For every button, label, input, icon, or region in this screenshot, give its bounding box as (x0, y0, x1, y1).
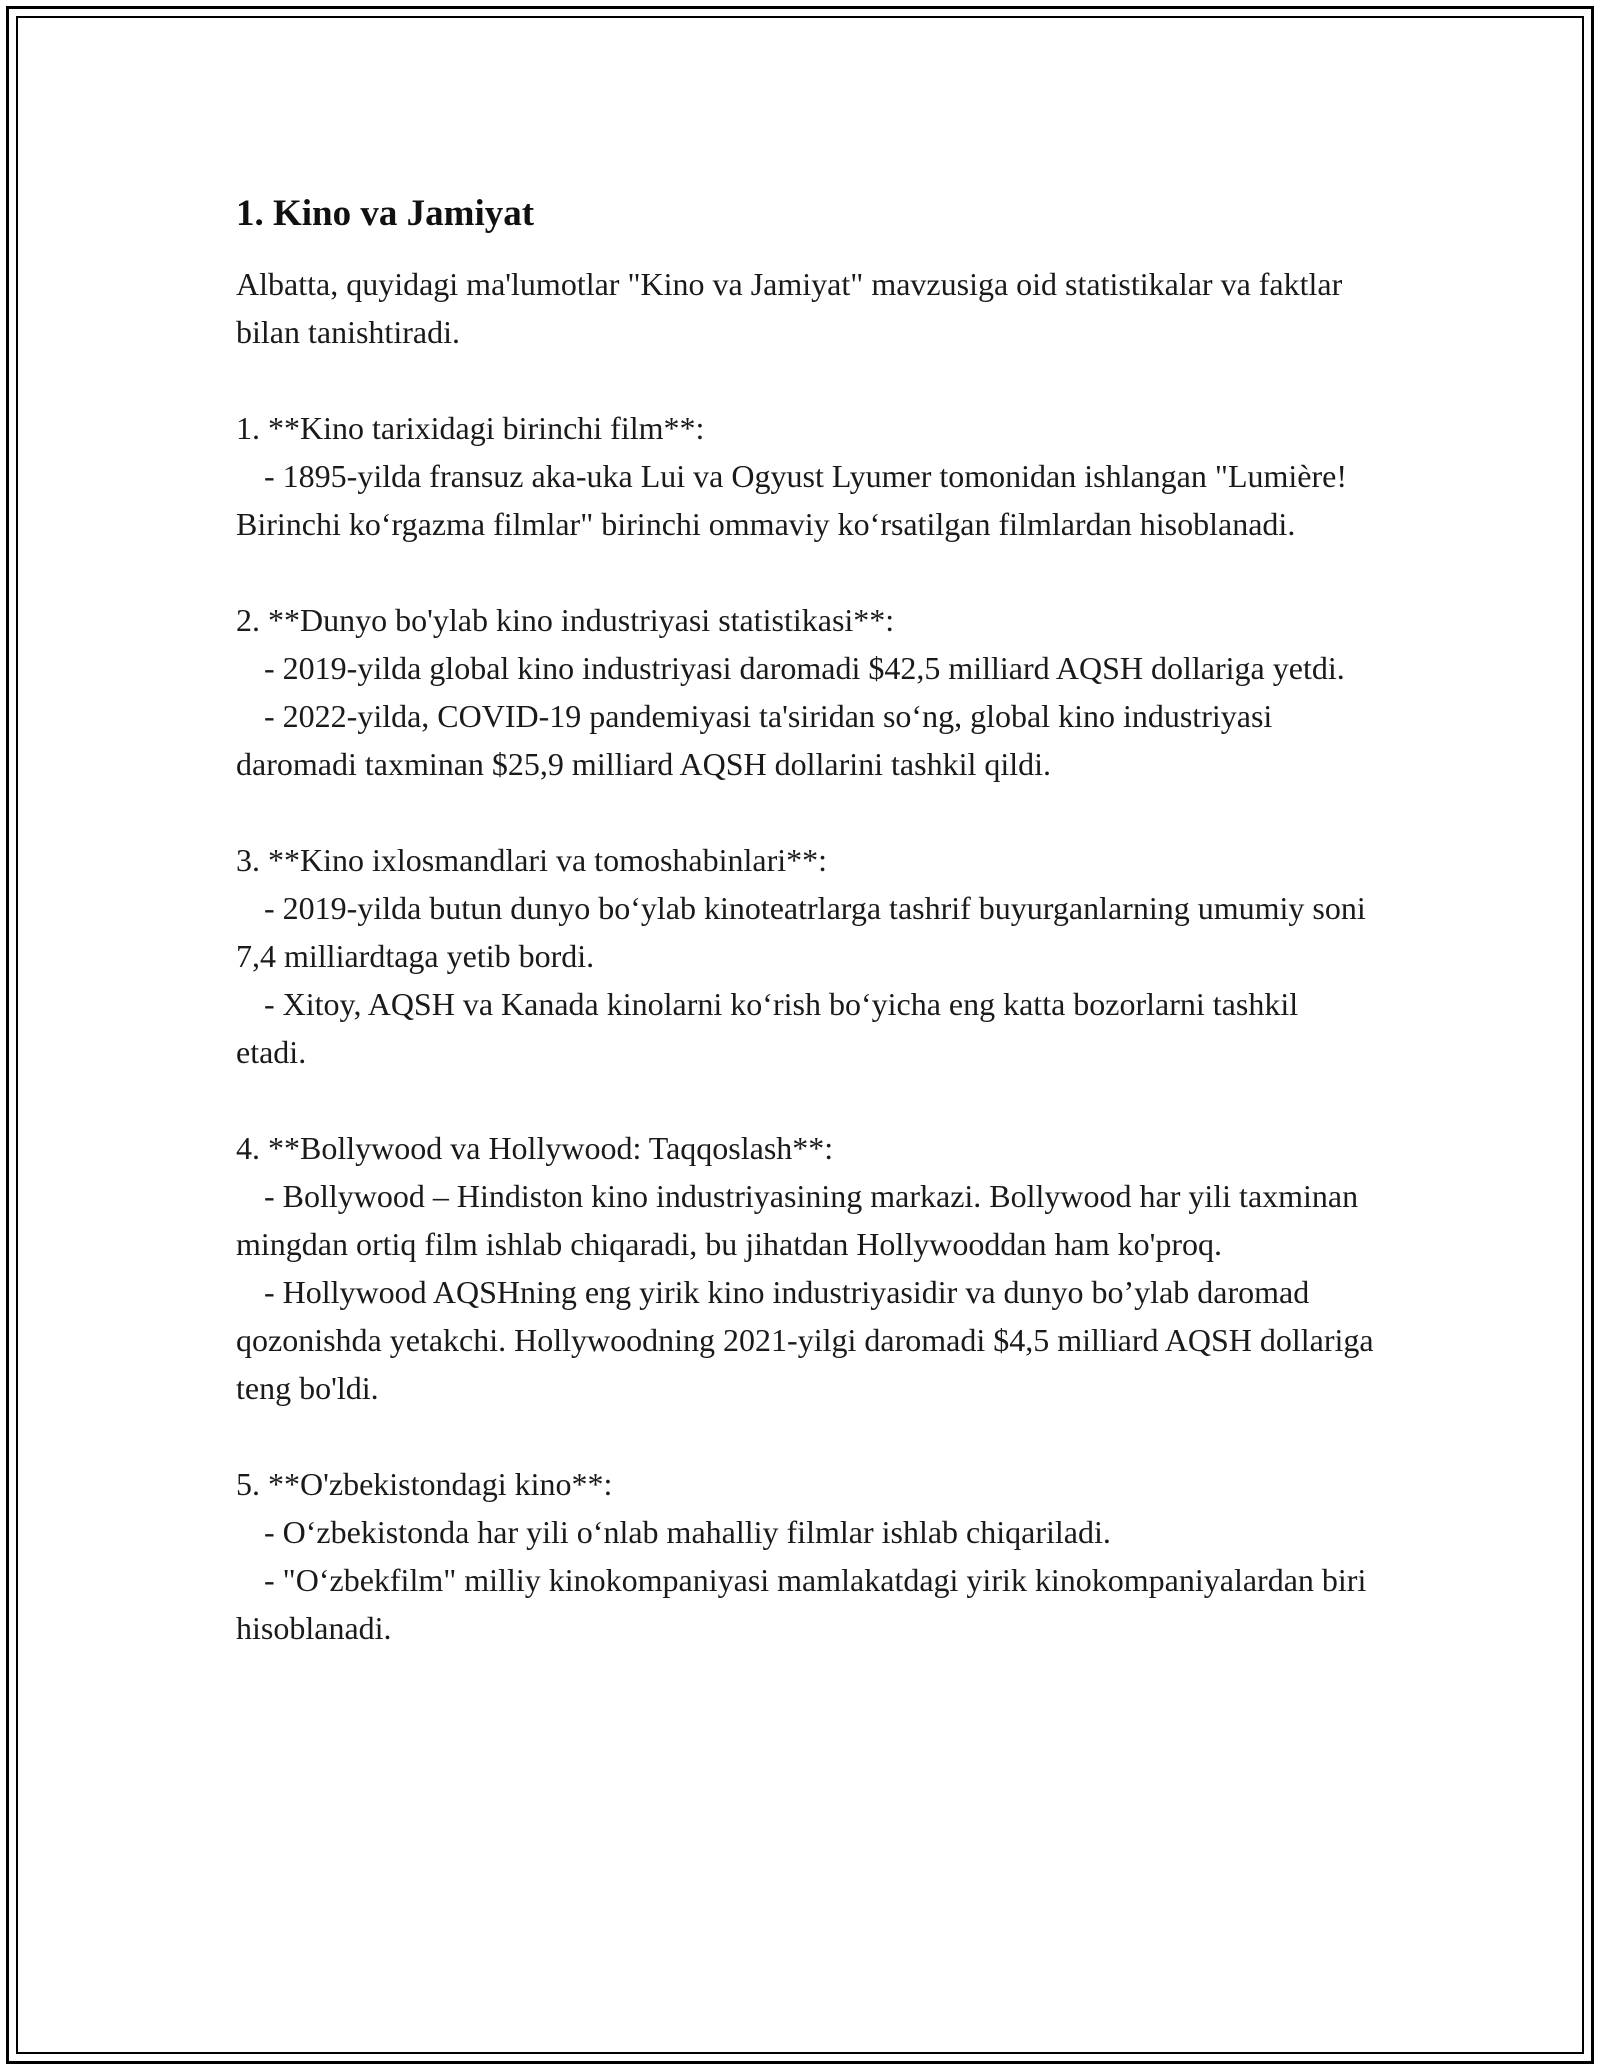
intro-paragraph: Albatta, quyidagi ma'lumotlar "Kino va Jamiyat" mavzusiga oid statistikalar va faktlar bilan tanishtiradi. (236, 266, 1343, 350)
section-title: 3. **Kino ixlosmandlari va tomoshabinlari**: (236, 842, 828, 878)
section-bullet: - "O‘zbekfilm" milliy kinokompaniyasi mamlakatdagi yirik kinokompaniyalardan biri hisoblanadi. (236, 1562, 1367, 1646)
section-bullet: - 2019-yilda butun dunyo bo‘ylab kinoteatrlarga tashrif buyurganlarning umumiy soni 7,4 milliardtaga yetib bordi. (236, 890, 1366, 974)
section-1 (236, 404, 1376, 548)
section-title: 4. **Bollywood va Hollywood: Taqqoslash**: (236, 1130, 834, 1166)
section-bullet: - Bollywood – Hindiston kino industriyasining markazi. Bollywood har yili taxminan mingdan ortiq film ishlab chiqaradi, bu jihatdan Hollywooddan ham ko'proq. (236, 1178, 1359, 1262)
section-title: 5. **O'zbekistondagi kino**: (236, 1466, 613, 1502)
section-bullet: - 2022-yilda, COVID-19 pandemiyasi ta'siridan so‘ng, global kino industriyasi daromadi taxminan $25,9 milliard AQSH dollarini tashkil qildi. (236, 698, 1273, 782)
section-bullet: - 2019-yilda global kino industriyasi daromadi $42,5 milliard AQSH dollariga yetdi. (264, 650, 1345, 686)
section-bullet: - Xitoy, AQSH va Kanada kinolarni ko‘rish bo‘yicha eng katta bozorlarni tashkil etadi. (236, 986, 1299, 1070)
section-2 (236, 596, 1376, 788)
document-body (236, 190, 1376, 1652)
section-title: 2. **Dunyo bo'ylab kino industriyasi statistikasi**: (236, 602, 895, 638)
section-bullet: - 1895-yilda fransuz aka-uka Lui va Ogyust Lyumer tomonidan ishlangan "Lumière! Birinchi ko‘rgazma filmlar" birinchi ommaviy ko‘rsatilgan filmlardan hisoblanadi. (236, 458, 1347, 542)
section-bullet: - O‘zbekistonda har yili o‘nlab mahalliy filmlar ishlab chiqariladi. (264, 1514, 1111, 1550)
section-3 (236, 836, 1376, 1076)
section-title: 1. **Kino tarixidagi birinchi film**: (236, 410, 705, 446)
page-title: 1. Kino va Jamiyat (236, 193, 535, 234)
section-bullet: - Hollywood AQSHning eng yirik kino industriyasidir va dunyo bo’ylab daromad qozonishda yetakchi. Hollywoodning 2021-yilgi daromadi $4,5 milliard AQSH dollariga teng bo'ldi. (236, 1274, 1374, 1406)
section-4 (236, 1124, 1376, 1412)
section-5 (236, 1460, 1376, 1652)
